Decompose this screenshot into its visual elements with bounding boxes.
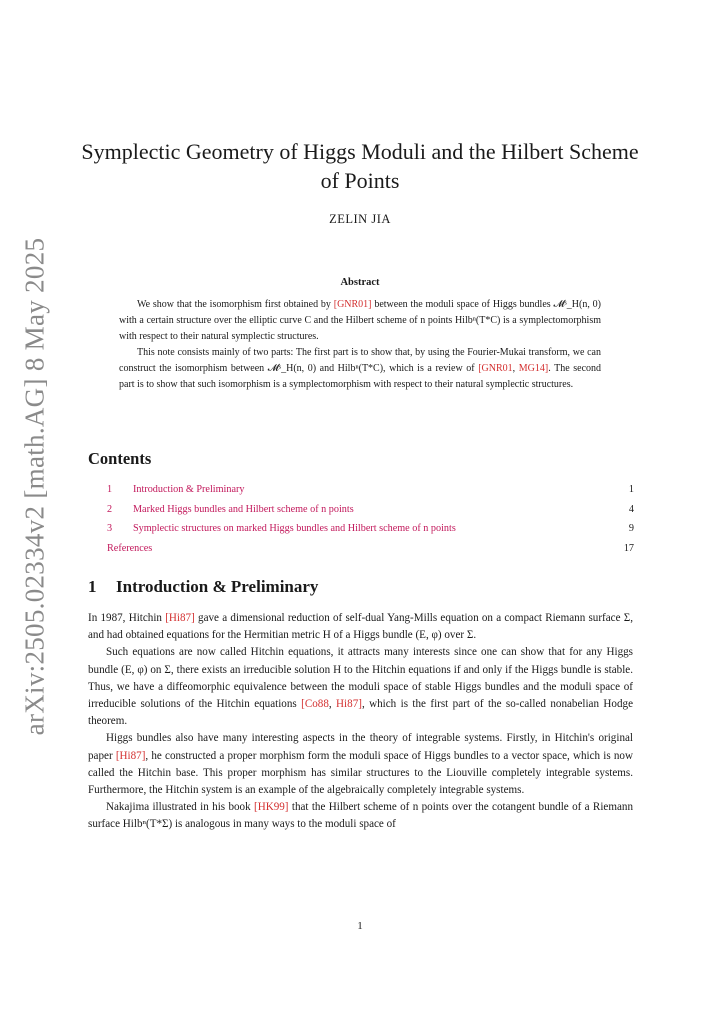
citation-link[interactable]: [Co88 (301, 698, 329, 711)
citation-link[interactable]: [GNR01] (333, 299, 372, 310)
body-paragraph-1: In 1987, Hitchin [Hi87] gave a dimensional reduction of self-dual Yang-Mills equation on a compact Riemann surface Σ, and had obtained equations for the Hermitian metric H of a Higgs bundle (E, φ) over Σ. (88, 612, 633, 642)
page-number: 1 (357, 920, 363, 932)
citation-link[interactable]: [Hi87] (165, 612, 195, 624)
citation-link[interactable]: Hi87] (336, 698, 362, 711)
arxiv-identifier-text: arXiv:2505.02334v2 [math.AG] 8 May 2025 (19, 237, 50, 735)
abstract-body (119, 297, 601, 393)
toc-number: 2 (107, 503, 113, 515)
abstract-paragraph-1: We show that the isomorphism first obtained by [GNR01] between the moduli space of Higgs bundles 𝓜ˢ_H(n, 0) with a certain structure over the elliptic curve C and the Hilbert scheme of n points Hilbⁿ(T*C) is a symplectomorphism with respect to their natural symplectic structures. (119, 299, 601, 342)
abstract-paragraph-2: This note consists mainly of two parts: The first part is to show that, by using the Fourier-Mukai transform, we can construct the isomorphism between 𝓜ˢ_H(n, 0) and Hilbⁿ(T*C), which is a review of [GNR01, MG14]. The second part is to show that such isomorphism is a symplectomorphism with respect to their natural symplectic structures. (119, 347, 602, 390)
body-paragraph-2: Such equations are now called Hitchin equations, it attracts many interests since one can show that for any Higgs bundle (E, φ) on Σ, there exists an irreducible solution H to the Hitchin equations if and only if the Higgs bundle is stable. Thus, we have a diffeomorphic equivalence between the moduli space of stable Higgs bundles and the moduli space of irreducible solutions of the Hitchin equations [Co88, Hi87], which is the first part of the so-called nonabelian Hodge theorem. (88, 646, 633, 728)
citation-link[interactable]: MG14] (518, 363, 549, 374)
section-number: 1 (88, 577, 97, 596)
citation-link[interactable]: [HK99] (254, 801, 289, 814)
toc-number: 1 (107, 484, 113, 496)
body-paragraph-4: Nakajima illustrated in his book [HK99] that the Hilbert scheme of n points over the cotangent bundle of a Riemann surface Hilbⁿ(T*Σ) is analogous in many ways to the moduli space of (88, 801, 633, 831)
toc-page: 9 (628, 523, 634, 535)
toc-number: 3 (107, 523, 113, 535)
arxiv-identifier-stamp (9, 237, 61, 735)
section-heading (88, 577, 318, 597)
toc-page: 4 (628, 503, 634, 515)
section-title: Introduction & Preliminary (116, 577, 319, 596)
table-of-contents (107, 480, 634, 558)
toc-title[interactable]: Introduction & Preliminary (133, 484, 245, 496)
toc-item-references[interactable] (107, 539, 634, 559)
toc-item-symplectic-structures[interactable] (107, 519, 634, 539)
toc-page: 1 (628, 484, 634, 496)
author-name: ZELIN JIA (329, 212, 391, 226)
toc-item-introduction[interactable] (107, 480, 634, 500)
section-body (88, 610, 633, 834)
toc-title[interactable]: References (107, 542, 153, 554)
body-paragraph-3: Higgs bundles also have many interesting aspects in the theory of integrable systems. Firstly, in Hitchin's original paper [Hi87], he constructed a proper morphism form the moduli space of Higgs bundles to a vector space, which is now called the Hitchin base. This proper morphism has similar structures to the Liouville completely integrable systems. Furthermore, the Hitchin system is an example of the algebraically completely integrable systems. (88, 732, 633, 797)
toc-item-marked-higgs[interactable] (107, 500, 634, 520)
abstract-heading: Abstract (340, 277, 380, 288)
toc-title[interactable]: Symplectic structures on marked Higgs bundles and Hilbert scheme of n points (133, 523, 456, 535)
contents-heading: Contents (88, 449, 152, 468)
citation-link[interactable]: [Hi87] (115, 749, 146, 762)
toc-page: 17 (623, 542, 634, 554)
citation-link[interactable]: [GNR01 (478, 363, 513, 374)
toc-title[interactable]: Marked Higgs bundles and Hilbert scheme of n points (133, 503, 354, 515)
paper-title: Symplectic Geometry of Higgs Moduli and the Hilbert Scheme of Points (81, 139, 639, 193)
